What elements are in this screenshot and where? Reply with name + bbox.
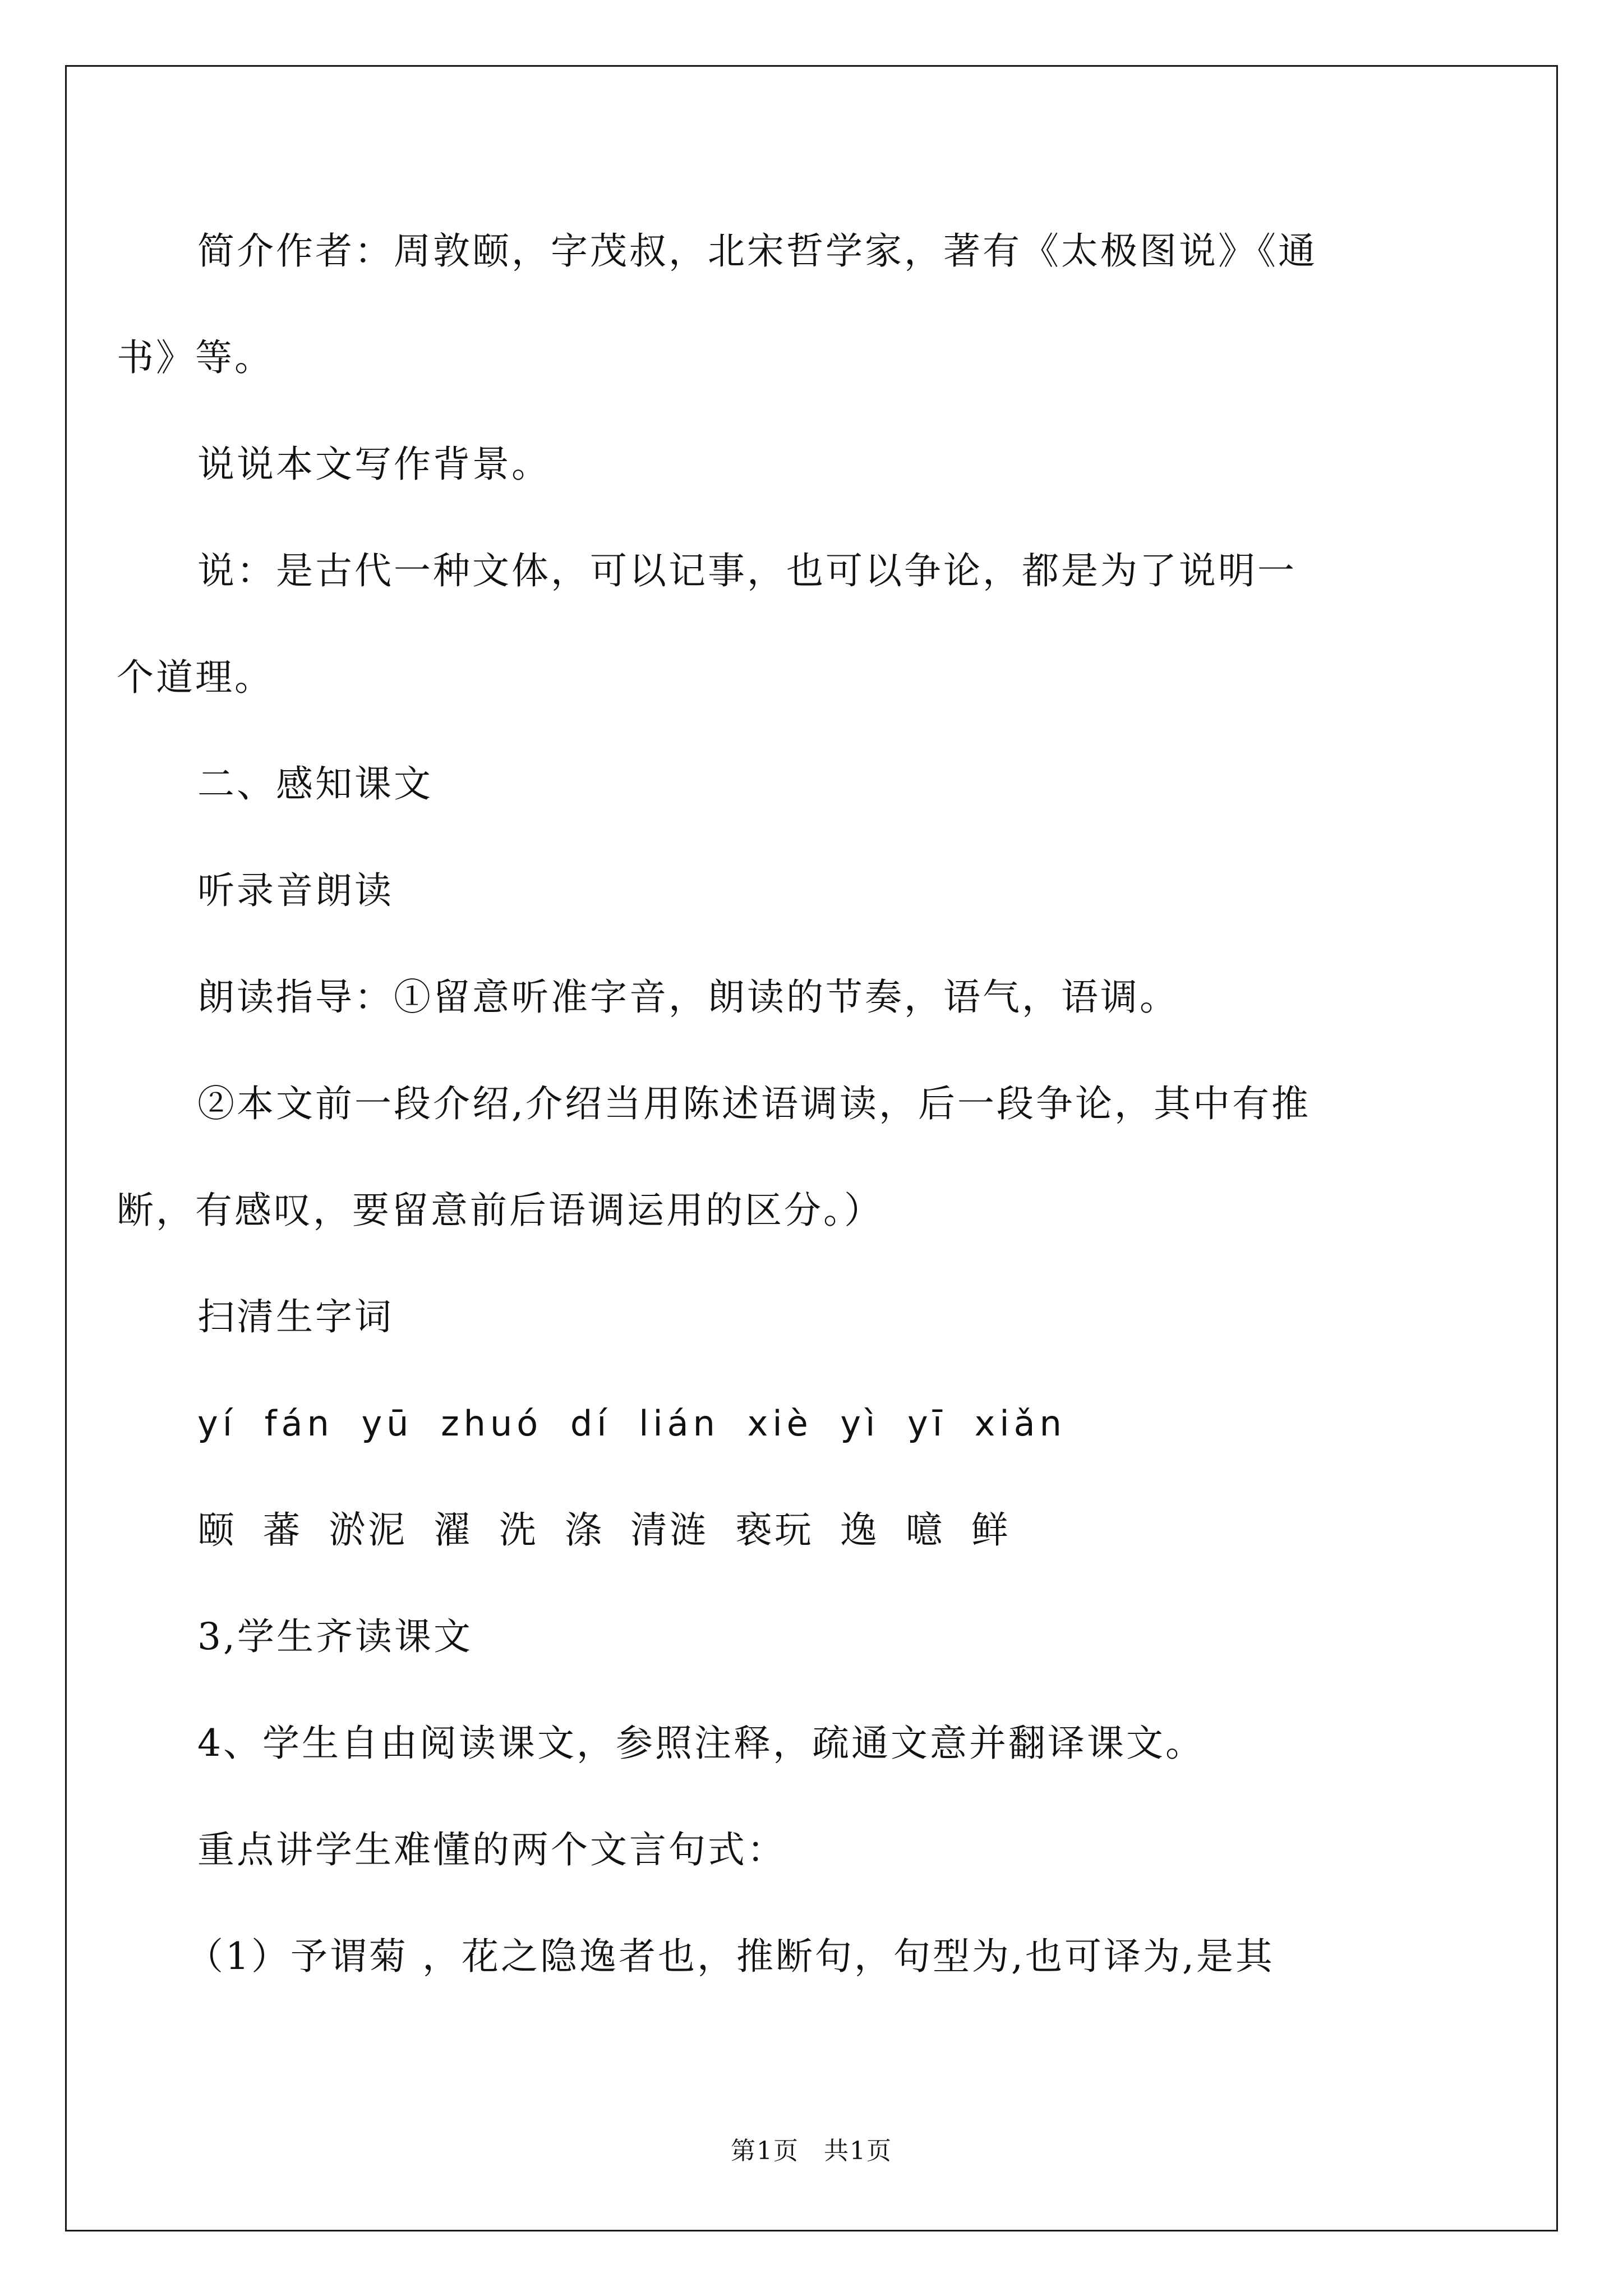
paragraph-tone-guidance: [117, 1077, 1431, 1237]
document-body: [117, 224, 1431, 2036]
paragraph-genre-explanation: [117, 544, 1431, 705]
genre-explanation-line-2: 个道理。: [117, 656, 274, 699]
paragraph-listen-recording: 听录音朗读: [197, 869, 394, 912]
paragraph-vocabulary-heading: 扫清生字词: [197, 1295, 394, 1338]
tone-guidance-line-2: 断，有感叹，要留意前后语调运用的区分。）: [117, 1189, 883, 1232]
vocabulary-characters-row: 颐 蕃 淤泥 濯 洗 涤 清涟 亵玩 逸 噫 鲜: [197, 1508, 1011, 1552]
paragraph-reading-guidance: 朗读指导：①留意听准字音，朗读的节奏，语气，语调。: [197, 976, 1179, 1019]
paragraph-group-reading: 3,学生齐读课文: [197, 1615, 473, 1658]
tone-guidance-line-1: ②本文前一段介绍,介绍当用陈述语调读，后一段争论，其中有推: [197, 1082, 1311, 1125]
paragraph-sentence-example-1: （1）予谓菊 ，花之隐逸者也，推断句，句型为,也可译为,是其: [186, 1935, 1275, 1978]
paragraph-key-sentences: 重点讲学生难懂的两个文言句式：: [197, 1828, 786, 1871]
page-footer: [0, 2131, 1623, 2166]
page-total: 共1页: [824, 2137, 892, 2165]
pinyin-row: yí fán yū zhuó dí lián xiè yì yī xiǎn: [197, 1403, 1066, 1444]
page-number: 第1页: [731, 2137, 799, 2165]
section-heading-perceive-text: 二、感知课文: [197, 762, 433, 806]
genre-explanation-line-1: 说：是古代一种文体，可以记事，也可以争论，都是为了说明一: [197, 549, 1297, 592]
paragraph-free-reading: 4、学生自由阅读课文，参照注释，疏通文意并翻译课文。: [197, 1722, 1205, 1765]
author-intro-line-1: 简介作者：周敦颐，字茂叔，北宋哲学家，著有《太极图说》《通: [197, 229, 1317, 273]
paragraph-background: 说说本文写作背景。: [197, 443, 551, 486]
paragraph-author-intro: [117, 224, 1431, 385]
author-intro-line-2: 书》等。: [117, 336, 274, 379]
